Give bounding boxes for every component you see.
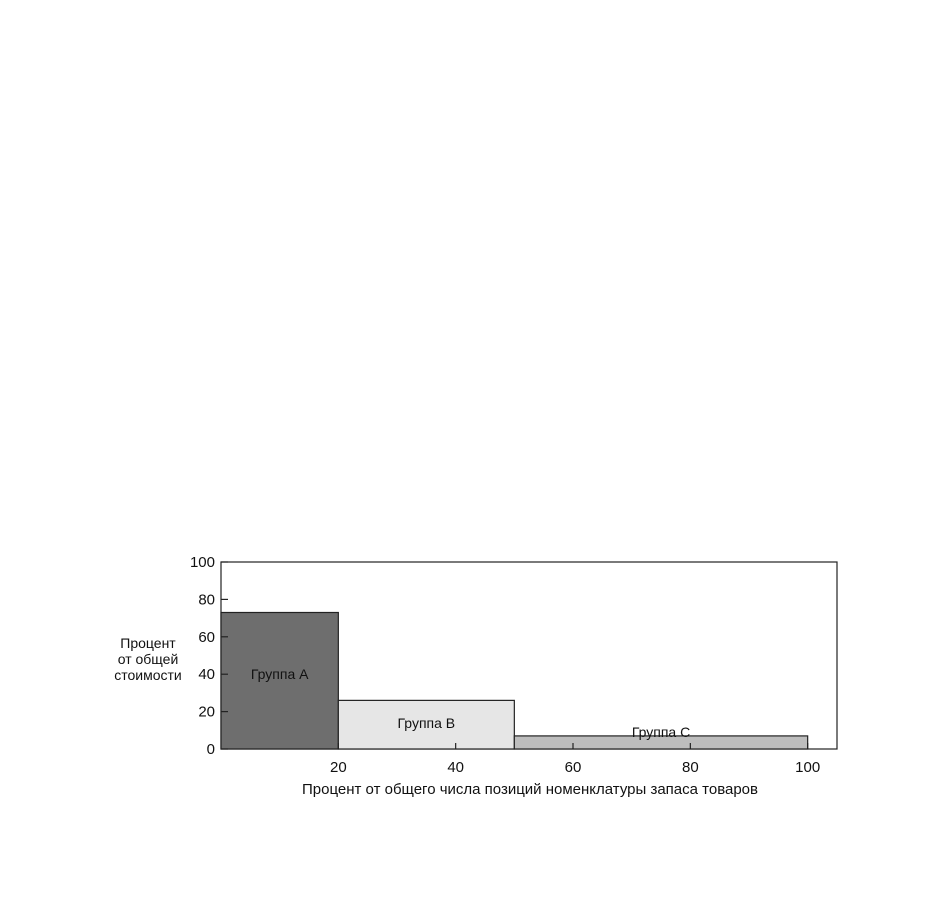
y-axis-label [114,635,182,683]
y-tick-label: 100 [189,554,215,571]
x-tick-label: 20 [329,759,347,776]
y-axis-label-line: Процент [120,635,176,651]
x-axis-label: Процент от общего числа позиций номенклатуры запаса товаров [302,781,758,798]
y-tick-label: 20 [198,703,215,721]
y-axis-label-line: стоимости [114,667,182,683]
bar-label: Группа С [631,724,691,741]
bar-label: Группа В [397,714,456,731]
y-tick-label: 60 [198,628,215,646]
x-tick-label: 40 [447,759,465,776]
y-tick-label: 0 [206,741,215,758]
x-tick-label: 80 [681,759,699,776]
x-tick-label: 60 [564,759,582,776]
x-tick-label: 100 [795,759,821,776]
y-tick-label: 80 [198,591,215,609]
y-tick-label: 40 [198,666,215,684]
y-axis-label-line: от общей [117,651,179,667]
bar-label: Группа А [250,666,309,683]
